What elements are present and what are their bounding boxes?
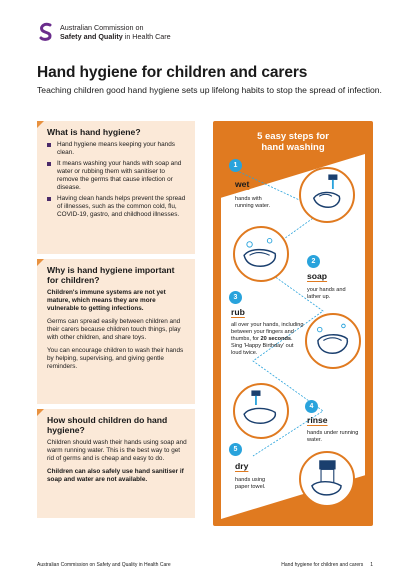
how-section	[37, 409, 195, 518]
rub-hands-icon	[307, 315, 358, 366]
step-4-illustration	[233, 383, 289, 439]
wet-hands-icon	[301, 169, 352, 220]
what-heading: What is hand hygiene?	[47, 127, 141, 137]
step-1-illustration	[299, 167, 355, 223]
org-name-line2-bold: Safety and Quality	[60, 32, 123, 41]
org-logo	[38, 22, 171, 42]
step-3-desc: all over your hands, including between your fingers and thumbs, for 20 seconds. Sing 'Happy Birthday' out loud twice.	[231, 322, 304, 356]
list-item: Having clean hands helps prevent the spread of illnesses, such as the common cold, flu, COVID-19, gastro, and childhood illnesses.	[47, 195, 188, 219]
org-name-line1: Australian Commission on	[60, 23, 144, 32]
what-list	[47, 141, 188, 219]
info-column	[37, 121, 195, 523]
step-5-desc: hands using paper towel.	[235, 477, 266, 490]
footer-org: Australian Commission on Safety and Quality in Health Care	[37, 562, 171, 568]
step-2-number: 2	[307, 255, 320, 268]
page-title: Hand hygiene for children and carers	[37, 64, 308, 81]
step-2-desc: your hands and lather up.	[307, 287, 346, 300]
rinse-hands-icon	[235, 385, 286, 436]
step-1-word: wet	[235, 179, 250, 189]
step-2-illustration	[233, 226, 289, 282]
org-name-line2-rest: in Health Care	[122, 32, 171, 41]
step-4-desc: hands under running water.	[307, 430, 359, 443]
why-section	[37, 259, 195, 404]
step-1-desc: hands with running water.	[235, 196, 271, 209]
list-item: Hand hygiene means keeping your hands clean.	[47, 141, 188, 157]
step-4-word: rinse	[307, 415, 328, 425]
commission-logo-icon	[38, 22, 54, 42]
step-5-word: dry	[235, 461, 249, 471]
step-4-number: 4	[305, 400, 318, 413]
step-3-illustration	[305, 313, 361, 369]
list-item: It means washing your hands with soap and water or rubbing them with sanitiser to remove the germs that cause infection or disease.	[47, 160, 188, 192]
how-para-1: Children should wash their hands using soap and warm running water. This is the best way to get rid of germs and is cheap and easy to do.	[47, 439, 187, 462]
why-heading: Why is hand hygiene important for children?	[47, 265, 175, 285]
page-subtitle: Teaching children good hand hygiene sets up lifelong habits to stop the spread of infection.	[37, 85, 382, 95]
step-5-number: 5	[229, 443, 242, 456]
why-para-2: Germs can spread easily between children and their carers because children touch things, play with other children, and share toys.	[47, 318, 181, 341]
step-3-word: rub	[231, 307, 245, 317]
step-2-word: soap	[307, 271, 328, 281]
why-para-bold: Children's immune systems are not yet mature, which means they are more vulnerable to getting infections.	[47, 289, 166, 312]
footer-page-label: Hand hygiene for children and carers 1	[281, 562, 373, 568]
step-5-illustration	[299, 451, 355, 507]
step-3-number: 3	[229, 291, 242, 304]
what-is-section	[37, 121, 195, 254]
how-heading: How should children do hand hygiene?	[47, 415, 168, 435]
step-1-number: 1	[229, 159, 242, 172]
how-para-bold: Children can also safely use hand sanitiser if soap and water are not available.	[47, 468, 184, 483]
hand-washing-steps-panel	[213, 121, 373, 526]
soap-hands-icon	[235, 228, 286, 279]
why-para-3: You can encourage children to wash their hands by helping, supervising, and giving gentle reminders.	[47, 347, 184, 370]
paper-towel-icon	[301, 453, 352, 504]
panel-title: 5 easy steps for hand washing	[257, 131, 329, 153]
